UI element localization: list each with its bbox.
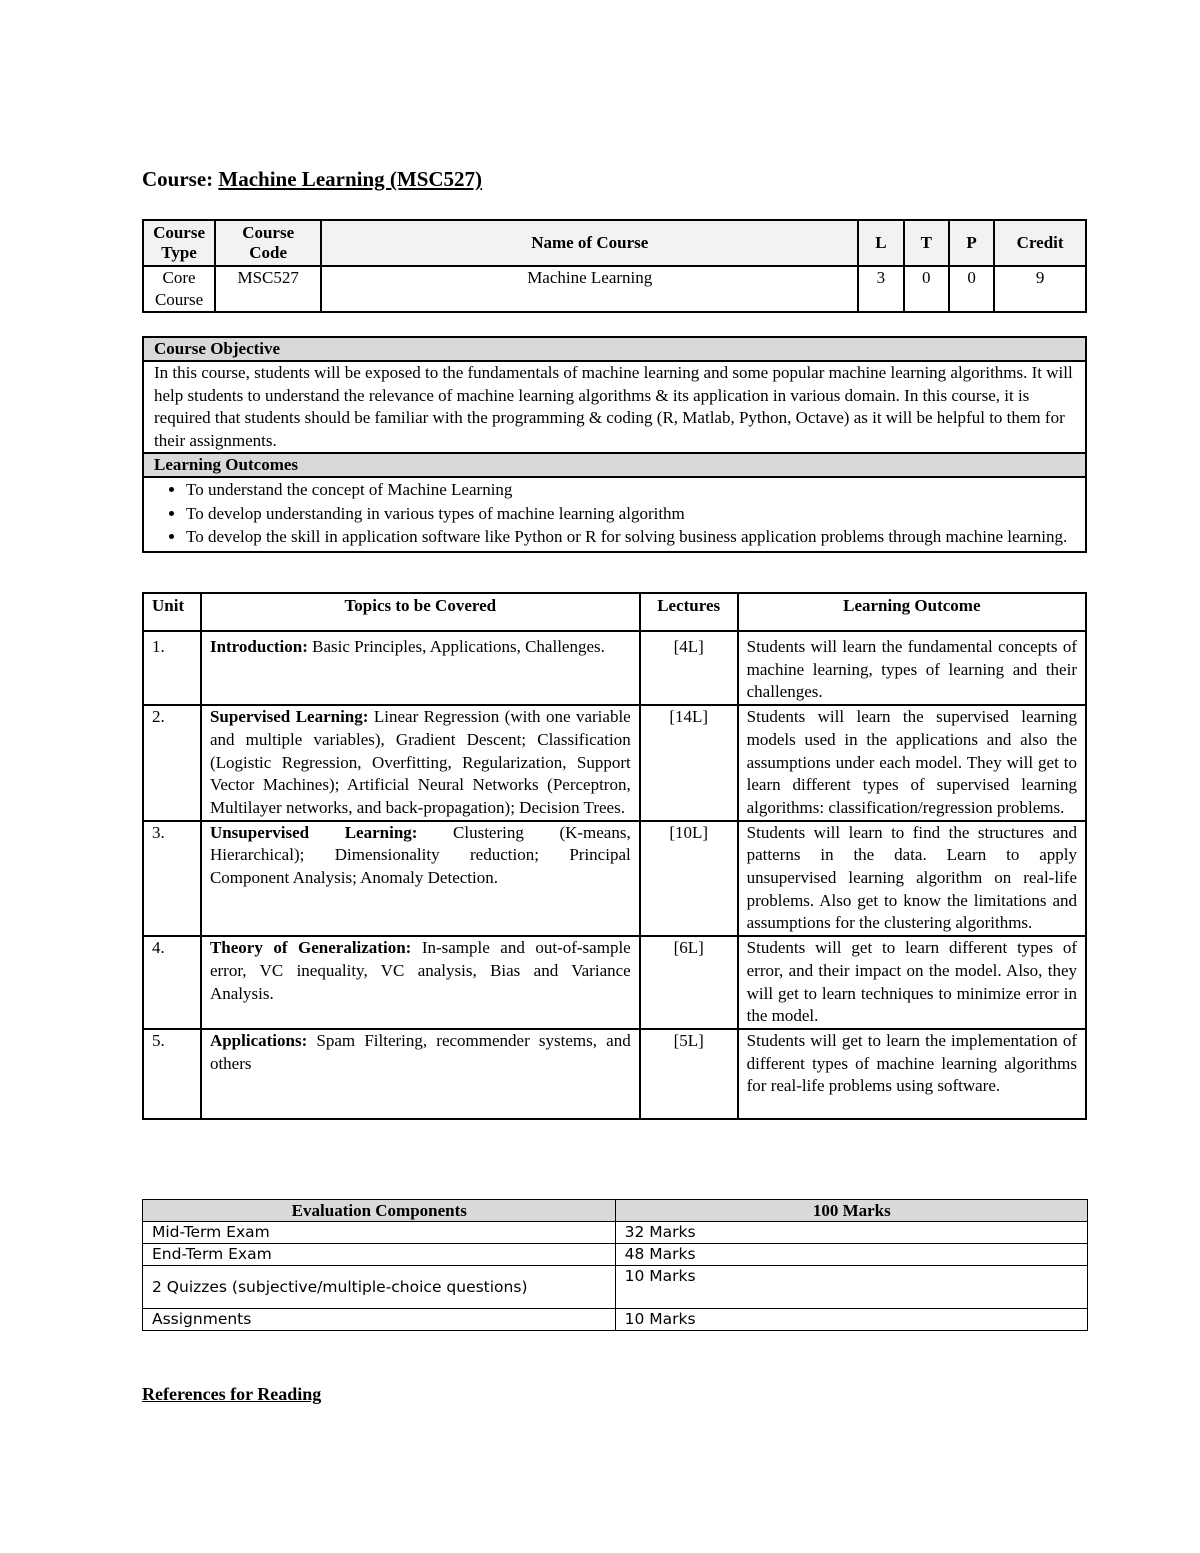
unit-topic xyxy=(201,631,640,705)
cell-course-code: MSC527 xyxy=(215,266,321,312)
unit-number: 3. xyxy=(143,821,201,937)
unit-number: 5. xyxy=(143,1029,201,1119)
unit-lectures: [6L] xyxy=(640,936,738,1029)
cell-p: 0 xyxy=(949,266,994,312)
table-row xyxy=(143,1309,1088,1331)
units-table xyxy=(142,592,1087,1120)
evaluation-component: 2 Quizzes (subjective/multiple-choice questions) xyxy=(143,1266,616,1309)
evaluation-component: End-Term Exam xyxy=(143,1244,616,1266)
outcomes-heading: Learning Outcomes xyxy=(143,453,1086,477)
references-heading: References for Reading xyxy=(142,1384,322,1404)
header-outcome: Learning Outcome xyxy=(738,593,1086,631)
table-row xyxy=(143,1244,1088,1266)
outcomes-list-cell xyxy=(143,477,1086,552)
topic-title: Supervised Learning: xyxy=(209,707,369,727)
cell-l: 3 xyxy=(858,266,903,312)
table-row xyxy=(143,821,1086,937)
topic-text: In-sample and out-of-sample error, VC inequality, VC analysis, Bias and Variance Analysis. xyxy=(209,938,631,1003)
cell-course-name: Machine Learning xyxy=(321,266,858,312)
header-lectures: Lectures xyxy=(640,593,738,631)
unit-number: 4. xyxy=(143,936,201,1029)
list-item: • To understand the concept of Machine Learning xyxy=(186,478,1073,502)
page-title xyxy=(142,167,482,192)
header-t: T xyxy=(904,220,949,266)
unit-outcome: Students will learn the supervised learning models used in the applications and also the assumptions under each model. They will get to learn different types of supervised learning algorithms: classification/regression problems. xyxy=(738,705,1086,821)
topic-text: Linear Regression (with one variable and multiple variables), Gradient Descent; Classification (Logistic Regression, Overfitting, Regularization, Support Vector Machines); Artificial Neural Networks (Perceptron, Multilayer networks, and back-propagation); Decision Trees. xyxy=(209,707,631,817)
units-table-header xyxy=(143,593,1086,631)
list-item: • To develop understanding in various types of machine learning algorithm xyxy=(186,502,1073,526)
evaluation-marks: 10 Marks xyxy=(615,1309,1087,1331)
topic-text: Spam Filtering, recommender systems, and others xyxy=(209,1030,631,1073)
evaluation-component: Assignments xyxy=(143,1309,616,1331)
unit-topic xyxy=(201,821,640,937)
header-p: P xyxy=(949,220,994,266)
cell-t: 0 xyxy=(904,266,949,312)
unit-number: 2. xyxy=(143,705,201,821)
cell-course-type: Core Course xyxy=(143,266,215,312)
evaluation-table xyxy=(142,1199,1088,1331)
unit-lectures: [10L] xyxy=(640,821,738,937)
topic-title: Unsupervised Learning: xyxy=(209,822,418,842)
header-topics: Topics to be Covered xyxy=(201,593,640,631)
course-table-row xyxy=(143,266,1086,312)
topic-text: Basic Principles, Applications, Challenges. xyxy=(312,637,605,656)
objective-text: In this course, students will be exposed to the fundamentals of machine learning and some popular machine learning algorithms. It will help students to understand the relevance of machine learning algorithms & its application in various domain. In this course, it is required that students should be familiar with the programming & coding (R, Matlab, Python, Octave) as it will be helpful to them for their assignments. xyxy=(143,361,1086,453)
topic-title: Introduction: xyxy=(209,637,308,656)
header-l: L xyxy=(858,220,903,266)
course-title: Machine Learning (MSC527) xyxy=(218,167,483,191)
topic-text: Clustering (K-means, Hierarchical); Dimensionality reduction; Principal Component Analysis; Anomaly Detection. xyxy=(209,822,631,888)
table-row xyxy=(143,936,1086,1029)
evaluation-component: Mid-Term Exam xyxy=(143,1222,616,1244)
unit-lectures: [14L] xyxy=(640,705,738,821)
evaluation-marks: 48 Marks xyxy=(615,1244,1087,1266)
unit-number: 1. xyxy=(143,631,201,705)
unit-topic xyxy=(201,705,640,821)
header-credit: Credit xyxy=(994,220,1086,266)
objective-table xyxy=(142,336,1087,553)
cell-credit: 9 xyxy=(994,266,1086,312)
unit-outcome: Students will learn the fundamental concepts of machine learning, types of learning and their challenges. xyxy=(738,631,1086,705)
header-course-name: Name of Course xyxy=(321,220,858,266)
evaluation-header-marks: 100 Marks xyxy=(615,1200,1087,1222)
table-row xyxy=(143,631,1086,705)
unit-topic xyxy=(201,1029,640,1119)
table-row xyxy=(143,1029,1086,1119)
evaluation-marks: 32 Marks xyxy=(615,1222,1087,1244)
header-unit: Unit xyxy=(143,593,201,631)
evaluation-header xyxy=(143,1200,1088,1222)
title-prefix: Course: xyxy=(142,167,214,191)
unit-outcome: Students will get to learn the implementation of different types of machine learning algorithms for real-life problems using software. xyxy=(738,1029,1086,1119)
topic-title: Applications: xyxy=(209,1030,308,1050)
unit-outcome: Students will learn to find the structures and patterns in the data. Learn to apply unsupervised learning algorithm on real-life problems. Also get to know the limitations and assumptions for the clustering algorithms. xyxy=(738,821,1086,937)
table-row xyxy=(143,705,1086,821)
unit-lectures: [5L] xyxy=(640,1029,738,1119)
unit-lectures: [4L] xyxy=(640,631,738,705)
table-row xyxy=(143,1222,1088,1244)
topic-title: Theory of Generalization: xyxy=(209,938,412,958)
list-item: • To develop the skill in application software like Python or R for solving business application problems through machine learning. xyxy=(186,525,1073,549)
header-course-code: Course Code xyxy=(215,220,321,266)
unit-topic xyxy=(201,936,640,1029)
unit-outcome: Students will get to learn different types of error, and their impact on the model. Also, they will get to learn techniques to minimize error in the model. xyxy=(738,936,1086,1029)
objective-heading: Course Objective xyxy=(143,337,1086,361)
table-row xyxy=(143,1266,1088,1309)
course-table-header xyxy=(143,220,1086,266)
outcomes-list xyxy=(154,478,1073,549)
evaluation-header-components: Evaluation Components xyxy=(143,1200,616,1222)
course-info-table xyxy=(142,219,1087,313)
header-course-type: Course Type xyxy=(143,220,215,266)
evaluation-marks: 10 Marks xyxy=(615,1266,1087,1309)
